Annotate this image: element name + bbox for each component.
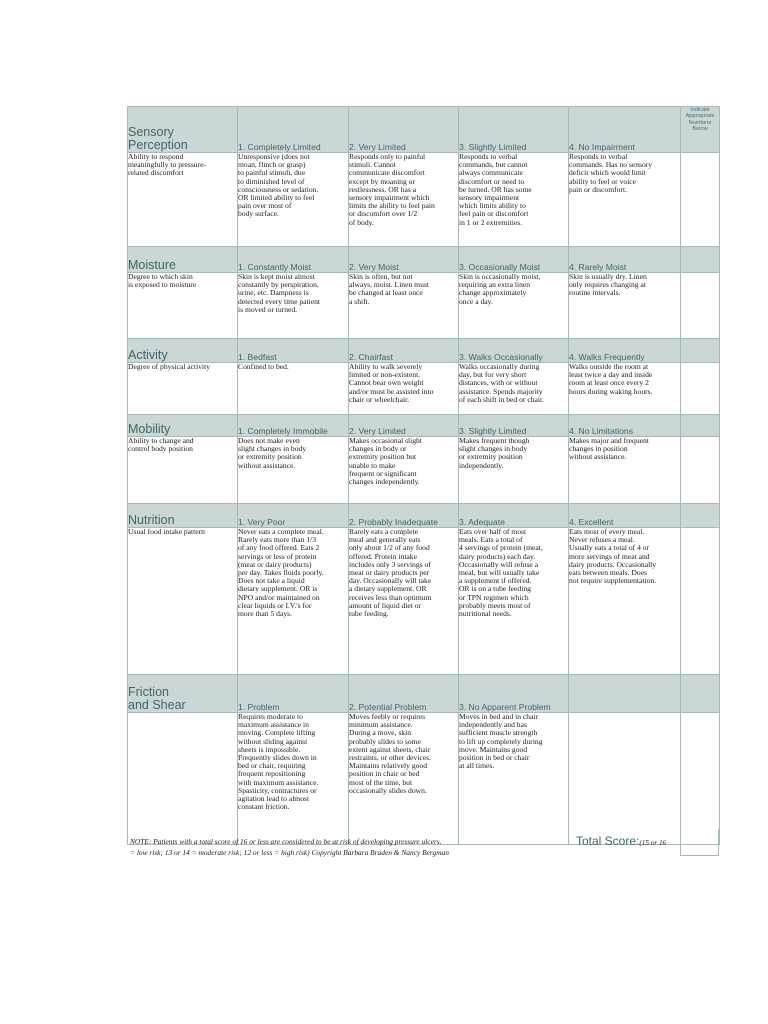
level-1-description: Never eats a complete meal. Rarely eats more than 1/3 of any food offered. Eats 2 servings or less of protein (meat or dairy products) per day. Takes fluids poorly. Does not take a liquid dietary supplement. OR is NPO and/or maintained on clear liquids or I.V.'s for more than 5 days. [238, 528, 349, 675]
level-4-label: 4. Excellent [569, 504, 681, 528]
level-4-description: Walks outside the room at least twice a day and inside room at least once every 2 hours during waking hours. [569, 363, 681, 415]
category-definition [128, 713, 238, 845]
level-1-description: Confined to bed. [238, 363, 349, 415]
level-3-label: 3. Occasionally Moist [459, 247, 569, 273]
level-2-label: 2. Potential Problem [349, 675, 459, 713]
level-2-description: Rarely eats a complete meal and generally eats only about 1/2 of any food offered. Protein intake includes only 3 servings of meat or dairy products per day. Occasionally will take a dietary supplement. OR receives less than optimum amount of liquid diet or tube feeding. [349, 528, 459, 675]
level-2-label: 2. Very Limited [349, 415, 459, 437]
total-score-label: Total Score: [576, 834, 640, 848]
category-title-text: Mobility [128, 422, 171, 436]
level-1-description: Requires moderate to maximum assistance in moving. Complete lifting without sliding against sheets is impossible. Frequently slides down in bed or chair, requiring frequent repositioning with maximum assistance. Spasticity, contractures or agitation lead to almost constant friction. [238, 713, 349, 845]
total-score [576, 832, 681, 850]
section-header-nutrition [128, 504, 720, 528]
level-2-description: Skin is often, but not always, moist. Linen must be changed at least once a shift. [349, 273, 459, 339]
level-2-label: 2. Probably Inadequate [349, 504, 459, 528]
level-4-label: 4. No Limitations [569, 415, 681, 437]
level-3-description: Walks occasionally during day, but for very short distances, with or without assistance. Spends majority of each shift in bed or chair. [459, 363, 569, 415]
level-3-description: Responds to verbal commands, but cannot always communicate discomfort or need to be turned. OR has some sensory impairment which limits ability to feel pain or discomfort in 1 or 2 extremities. [459, 153, 569, 247]
score-entry-cell[interactable] [681, 363, 720, 415]
braden-scale-table [127, 106, 720, 845]
level-1-label: 1. Problem [238, 675, 349, 713]
section-header-moisture [128, 247, 720, 273]
level-1-label: 1. Completely Limited [238, 107, 349, 153]
total-score-box[interactable] [680, 829, 719, 856]
score-entry-cell[interactable] [681, 437, 720, 504]
level-1-label: 1. Constantly Moist [238, 247, 349, 273]
section-header-activity [128, 339, 720, 363]
section-descriptions-sensory-perception [128, 153, 720, 247]
footnote [130, 836, 570, 858]
level-2-description: Makes occasional slight changes in body or extremity position but unable to make frequent or significant changes independently. [349, 437, 459, 504]
category-definition: Ability to change and control body position [128, 437, 238, 504]
level-1-label: 1. Bedfast [238, 339, 349, 363]
level-1-description: Does not make even slight changes in body or extremity position without assistance. [238, 437, 349, 504]
level-4-label: 4. No Impairment [569, 107, 681, 153]
level-1-label: 1. Completely Immobile [238, 415, 349, 437]
level-3-label: 3. Adequate [459, 504, 569, 528]
level-3-label: 3. No Apparent Problem [459, 675, 569, 713]
level-4-description [569, 713, 681, 845]
category-definition: Degree to which skin is exposed to moisture [128, 273, 238, 339]
section-header-friction-and-shear [128, 675, 720, 713]
level-4-description: Makes major and frequent changes in position without assistance. [569, 437, 681, 504]
level-3-label: 3. Walks Occasionally [459, 339, 569, 363]
footnote-line-2: = low risk; 13 or 14 = moderate risk; 12 or less = high risk) Copyright Barbara Braden & Nancy Bergman [130, 848, 449, 857]
category-title [128, 339, 238, 363]
level-4-description: Responds to verbal commands. Has no sensory deficit which would limit ability to feel or voice pain or discomfort. [569, 153, 681, 247]
category-definition: Ability to respond meaningfully to pressure- related discomfort [128, 153, 238, 247]
level-4-description: Skin is usually dry. Linen only requires changing at routine intervals. [569, 273, 681, 339]
category-definition: Degree of physical activity [128, 363, 238, 415]
level-2-description: Ability to walk severely limited or non-existent. Cannot bear own weight and/or must be assisted into chair or wheelchair. [349, 363, 459, 415]
score-header-cell [681, 504, 720, 528]
indicate-numbers-header: Indicate Appropriate Numbers Below [681, 107, 720, 153]
category-title [128, 675, 238, 713]
category-title-text: Friction and Shear [128, 685, 186, 712]
level-2-label: 2. Very Moist [349, 247, 459, 273]
category-title [128, 504, 238, 528]
level-2-description: Moves feebly or requires minimum assistance. During a move, skin probably slides to some extent against sheets, chair restraints, or other devices. Maintains relatively good position in chair or bed most of the time, but occasionally slides down. [349, 713, 459, 845]
category-title-text: Sensory Perception [128, 125, 188, 152]
level-4-label [569, 675, 681, 713]
level-2-label: 2. Very Limited [349, 107, 459, 153]
score-header-cell [681, 247, 720, 273]
level-1-description: Skin is kept moist almost constantly by perspiration, urine, etc. Dampness is detected every time patient is moved or turned. [238, 273, 349, 339]
level-4-label: 4. Rarely Moist [569, 247, 681, 273]
level-2-label: 2. Chairfast [349, 339, 459, 363]
total-score-note: (15 or 16 [639, 839, 667, 847]
braden-scale-sheet [127, 106, 719, 845]
category-title [128, 247, 238, 273]
score-header-cell [681, 415, 720, 437]
section-header-sensory-perception [128, 107, 720, 153]
section-descriptions-mobility [128, 437, 720, 504]
level-3-description: Makes frequent though slight changes in body or extremity position independently. [459, 437, 569, 504]
section-descriptions-nutrition [128, 528, 720, 675]
level-4-label: 4. Walks Frequently [569, 339, 681, 363]
category-title-text: Moisture [128, 258, 176, 272]
section-header-mobility [128, 415, 720, 437]
level-3-label: 3. Slightly Limited [459, 415, 569, 437]
level-2-description: Responds only to painful stimuli. Cannot communicate discomfort except by moaning or restlessness. OR has a sensory impairment which limits the ability to feel pain or discomfort over 1/2 of body. [349, 153, 459, 247]
score-entry-cell[interactable] [681, 273, 720, 339]
category-title [128, 415, 238, 437]
section-descriptions-friction-and-shear [128, 713, 720, 845]
section-descriptions-moisture [128, 273, 720, 339]
level-4-description: Eats most of every meal. Never refuses a meal. Usually eats a total of 4 or more servings of meat and dairy products. Occasionally eats between meals. Does not require supplementation. [569, 528, 681, 675]
level-3-description: Eats over half of most meals. Eats a total of 4 servings of protein (meat, dairy products) each day. Occasionally will refuse a meal, but will usually take a supplement if offered. OR is on a tube feeding or TPN regimen which probably meets most of nutritional needs. [459, 528, 569, 675]
level-1-label: 1. Very Poor [238, 504, 349, 528]
level-3-label: 3. Slightly Limited [459, 107, 569, 153]
score-header-cell [681, 675, 720, 713]
category-title [128, 107, 238, 153]
level-3-description: Moves in bed and in chair independently and has sufficient muscle strength to lift up completely during move. Maintains good position in bed or chair at all times. [459, 713, 569, 845]
section-descriptions-activity [128, 363, 720, 415]
category-title-text: Activity [128, 348, 168, 362]
score-entry-cell[interactable] [681, 153, 720, 247]
category-title-text: Nutrition [128, 513, 175, 527]
footnote-line-1: NOTE: Patients with a total score of 16 or less are considered to be at risk of developing pressure ulcers. [130, 837, 442, 846]
score-entry-cell[interactable] [681, 528, 720, 675]
score-entry-cell[interactable] [681, 713, 720, 845]
level-3-description: Skin is occasionally moist, requiring an extra linen change approximately once a day. [459, 273, 569, 339]
score-header-cell [681, 339, 720, 363]
category-definition: Usual food intake pattern [128, 528, 238, 675]
level-1-description: Unresponsive (does not moan, flinch or grasp) to painful stimuli, due to diminished level of consciousness or sedation. OR limited ability to feel pain over most of body surface. [238, 153, 349, 247]
